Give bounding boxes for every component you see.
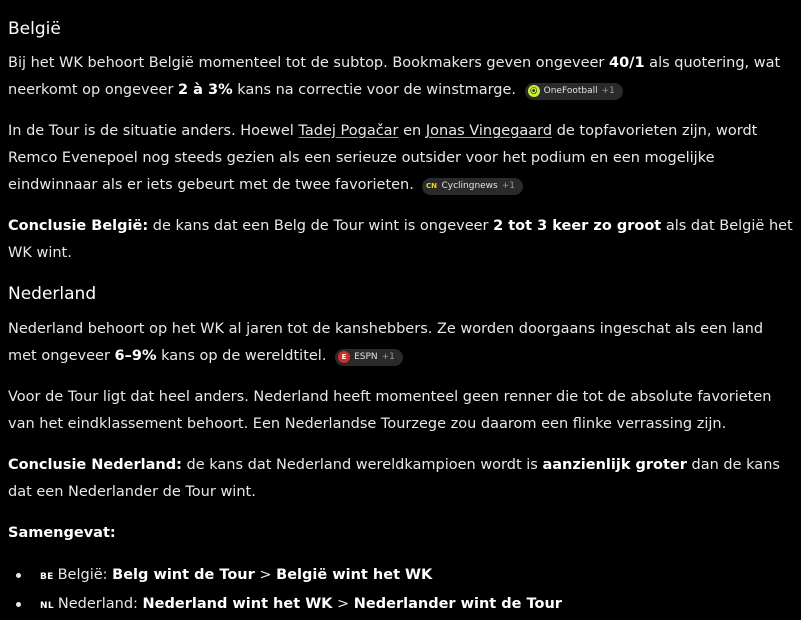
- flag-nl: NL: [40, 601, 54, 611]
- flag-be: BE: [40, 572, 54, 582]
- source-chip-onefootball[interactable]: ⦿ OneFootball +1: [525, 83, 623, 100]
- source-chip-cyclingnews[interactable]: CN Cyclingnews +1: [422, 178, 523, 195]
- link-jonas-vingegaard[interactable]: Jonas Vingegaard: [425, 123, 553, 139]
- summary-heading: Samengevat:: [8, 525, 116, 541]
- link-tadej-pogacar[interactable]: Tadej Pogačar: [298, 123, 399, 139]
- paragraph-nederland-wk: Nederland behoort op het WK al jaren tot de kanshebbers. Ze worden doorgaans ingeschat als een land met ongeveer 6–9% kans op de wereldtitel. E ESPN +1: [8, 321, 764, 364]
- onefootball-icon: ⦿: [528, 85, 540, 97]
- espn-icon: E: [338, 351, 350, 363]
- summary-list: [8, 562, 793, 620]
- cyclingnews-icon: CN: [425, 182, 437, 190]
- source-chip-espn[interactable]: E ESPN +1: [335, 349, 403, 366]
- bullet-dot: [16, 573, 21, 578]
- paragraph-belgie-tour: In de Tour is de situatie anders. Hoewel Tadej Pogačar en Jonas Vingegaard de topfavorieten zijn, wordt Remco Evenepoel nog steeds gezien als een serieuze outsider voor het podium en een mogelijke eindwinnaar als er iets gebeurt met de twee favorieten. CN Cyclingnews +1: [8, 123, 758, 193]
- conclusion-belgie: Conclusie België: de kans dat een Belg de Tour wint is ongeveer 2 tot 3 keer zo groot als dat België het WK wint.: [8, 218, 793, 261]
- heading-nederland: Nederland: [8, 284, 97, 304]
- bullet-dot: [16, 602, 21, 607]
- conclusion-nederland: Conclusie Nederland: de kans dat Nederland wereldkampioen wordt is aanzienlijk groter dan de kans dat een Nederlander de Tour wint.: [8, 457, 780, 500]
- paragraph-belgie-wk: Bij het WK behoort België momenteel tot de subtop. Bookmakers geven ongeveer 40/1 als quotering, wat neerkomt op ongeveer 2 à 3% kans na correctie voor de winstmarge. ⦿ OneFootball +1: [8, 55, 781, 98]
- list-item: NL Nederland: Nederland wint het WK > Nederlander wint de Tour: [8, 591, 793, 620]
- paragraph-nederland-tour: Voor de Tour ligt dat heel anders. Nederland heeft momenteel geen renner die tot de absolute favorieten van het eindklassement behoort. Een Nederlandse Tourzege zou daarom een flinke verrassing zijn.: [8, 389, 772, 432]
- heading-belgie: België: [8, 19, 61, 39]
- list-item: BE België: Belg wint de Tour > België wint het WK: [8, 562, 793, 591]
